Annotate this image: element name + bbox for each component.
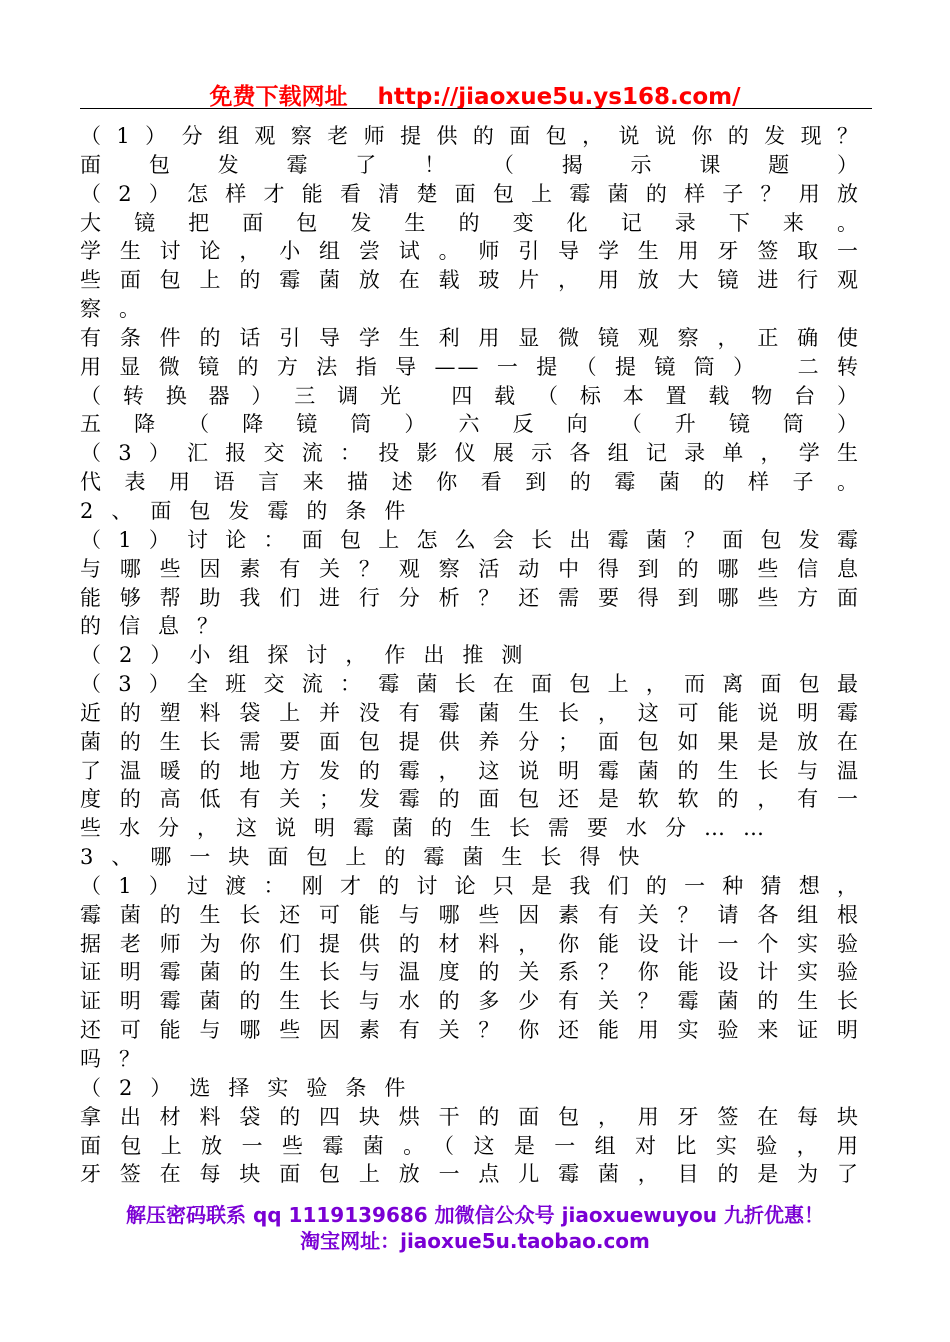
section-heading: 3、哪一块面包上的霉菌生长得快 <box>80 845 658 870</box>
text-line: 近的塑料袋上并没有霉菌生长，这可能说明霉 <box>80 700 860 725</box>
text-line: （3）汇报交流：投影仪展示各组记录单，学生 <box>80 441 860 466</box>
text-line: 面包上放一些霉菌。（这是一组对比实验，用 <box>80 1133 860 1158</box>
text-line: 代表用语言来描述你看到的霉菌的样子。 <box>80 470 860 495</box>
text-line: 用显微镜的方法指导——一提（提镜筒） 二转 <box>80 354 860 379</box>
text-line: 还可能与哪些因素有关？你还能用实验来证明 <box>80 1018 860 1043</box>
text-line: 度的高低有关；发霉的面包还是软软的，有一 <box>80 787 860 812</box>
text-line: 些水分，这说明霉菌的生长需要水分…… <box>80 816 782 841</box>
header-divider <box>80 108 872 109</box>
document-body <box>80 122 860 1189</box>
text-line: 与哪些因素有关？观察活动中得到的哪些信息 <box>80 556 860 581</box>
text-line: 面包发霉了！（揭示课题） <box>80 152 860 177</box>
text-line: 察。 <box>80 297 158 322</box>
text-line: 能够帮助我们进行分析？还需要得到哪些方面 <box>80 585 860 610</box>
header-title: 免费下载网址 <box>209 84 348 110</box>
text-line: 吗？ <box>80 1047 158 1071</box>
text-line: 的信息？ <box>80 614 236 639</box>
page-header <box>0 78 950 111</box>
text-line: 了温暖的地方发的霉，这说明霉菌的生长与温 <box>80 758 860 783</box>
text-line: （转换器）三调光 四载（标本置载物台） <box>80 383 860 408</box>
text-line: （1）分组观察老师提供的面包，说说你的发现？ <box>80 124 860 148</box>
text-line: 拿出材料袋的四块烘干的面包，用牙签在每块 <box>80 1104 860 1129</box>
header-url-link[interactable]: http://jiaoxue5u.ys168.com/ <box>377 84 741 110</box>
text-line: 证明霉菌的生长与温度的关系？你能设计实验 <box>80 960 860 985</box>
text-line: （1）讨论：面包上怎么会长出霉菌？面包发霉 <box>80 527 860 552</box>
text-line: 学生讨论，小组尝试。师引导学生用牙签取一 <box>80 239 860 264</box>
text-line: （1）过渡：刚才的讨论只是我们的一种猜想， <box>80 873 860 898</box>
text-line: 有条件的话引导学生利用显微镜观察，正确使 <box>80 325 860 350</box>
text-line: 据老师为你们提供的材料，你能设计一个实验 <box>80 931 860 956</box>
footer-contact: 解压密码联系 qq 1119139686 加微信公众号 jiaoxuewuyou 九折优惠！ <box>126 1203 824 1227</box>
text-line: 大镜把面包发生的变化记录下来。 <box>80 210 860 235</box>
text-line: （2）选择实验条件 <box>80 1075 424 1100</box>
text-line: 些面包上的霉菌放在载玻片，用放大镜进行观 <box>80 268 860 293</box>
text-line: （2）小组探讨，作出推测 <box>80 643 541 668</box>
text-line: 菌的生长需要面包提供养分；面包如果是放在 <box>80 729 860 754</box>
text-line: 牙签在每块面包上放一点儿霉菌，目的是为了 <box>80 1162 860 1187</box>
text-line: 证明霉菌的生长与水的多少有关？霉菌的生长 <box>80 989 860 1014</box>
text-line: （2）怎样才能看清楚面包上霉菌的样子？用放 <box>80 181 860 206</box>
section-heading: 2、面包发霉的条件 <box>80 498 424 523</box>
text-line: 五降（降镜筒）六反向（升镜筒） <box>80 412 860 437</box>
text-line: 霉菌的生长还可能与哪些因素有关？请各组根 <box>80 902 860 927</box>
text-line: （3）全班交流：霉菌长在面包上，而离面包最 <box>80 672 860 697</box>
footer-shop-link[interactable]: 淘宝网址：jiaoxue5u.taobao.com <box>300 1229 650 1253</box>
